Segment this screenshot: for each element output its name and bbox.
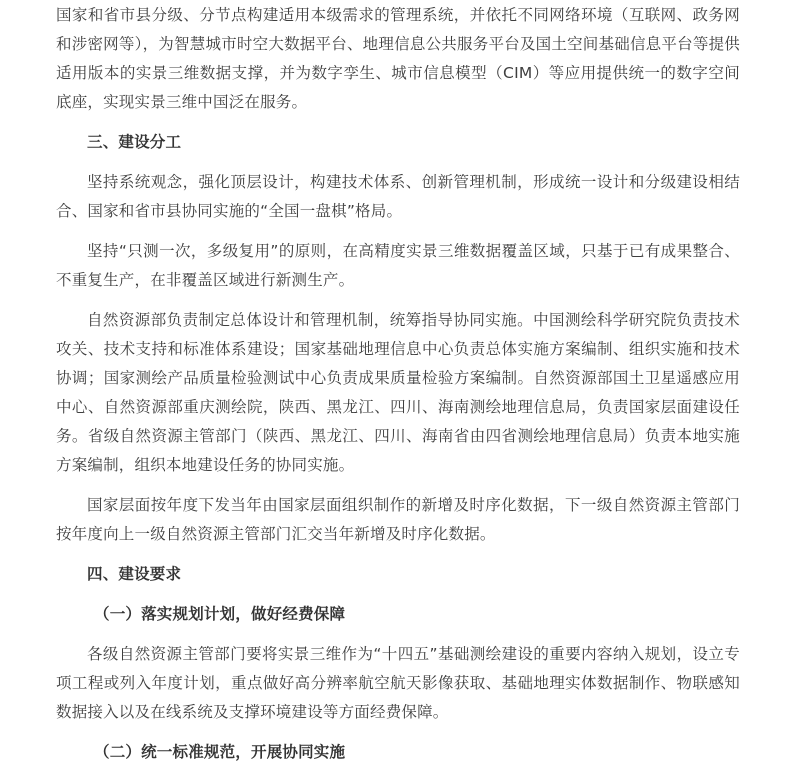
- subheading-standards: （二）统一标准规范，开展协同实施: [94, 743, 346, 761]
- document-body: [56, 1, 740, 778]
- paragraph-annual-data: 国家层面按年度下发当年由国家层面组织制作的新增及时序化数据，下一级自然资源主管部门按年度向上一级自然资源主管部门汇交当年新增及时序化数据。: [56, 496, 740, 543]
- paragraph-responsibilities: 自然资源部负责制定总体设计和管理机制，统筹指导协同实施。中国测绘科学研究院负责技术攻关、技术支持和标准体系建设；国家基础地理信息中心负责总体实施方案编制、组织实施和技术协调；国家测绘产品质量检验测试中心负责成果质量检验方案编制。自然资源部国土卫星遥感应用中心、自然资源部重庆测绘院，陕西、黑龙江、四川、海南测绘地理信息局，负责国家层面建设任务。省级自然资源主管部门（陕西、黑龙江、四川、海南省由四省测绘地理信息局）负责本地实施方案编制，组织本地建设任务的协同实施。: [56, 311, 740, 474]
- section-heading-requirements: 四、建设要求: [87, 565, 182, 583]
- paragraph-planning-funding: 各级自然资源主管部门要将实景三维作为“十四五”基础测绘建设的重要内容纳入规划，设立专项工程或列入年度计划，重点做好高分辨率航空航天影像获取、基础地理实体数据制作、物联感知数据接入以及在线系统及支撑环境建设等方面经费保障。: [56, 645, 740, 721]
- paragraph-system-concept: 坚持系统观念，强化顶层设计，构建技术体系、创新管理机制，形成统一设计和分级建设相结合、国家和省市县协同实施的“全国一盘棋”格局。: [56, 173, 740, 220]
- subheading-planning-funding: （一）落实规划计划，做好经费保障: [94, 605, 346, 623]
- section-heading-division-of-labor: 三、建设分工: [87, 133, 182, 151]
- paragraph-network-services: 国家和省市县分级、分节点构建适用本级需求的管理系统，并依托不同网络环境（互联网、政务网和涉密网等），为智慧城市时空大数据平台、地理信息公共服务平台及国土空间基础信息平台等提供适用版本的实景三维数据支撑，并为数字孪生、城市信息模型（CIM）等应用提供统一的数字空间底座，实现实景三维中国泛在服务。: [56, 6, 740, 111]
- paragraph-measure-once: 坚持“只测一次，多级复用”的原则，在高精度实景三维数据覆盖区域，只基于已有成果整合、不重复生产，在非覆盖区域进行新测生产。: [56, 242, 740, 289]
